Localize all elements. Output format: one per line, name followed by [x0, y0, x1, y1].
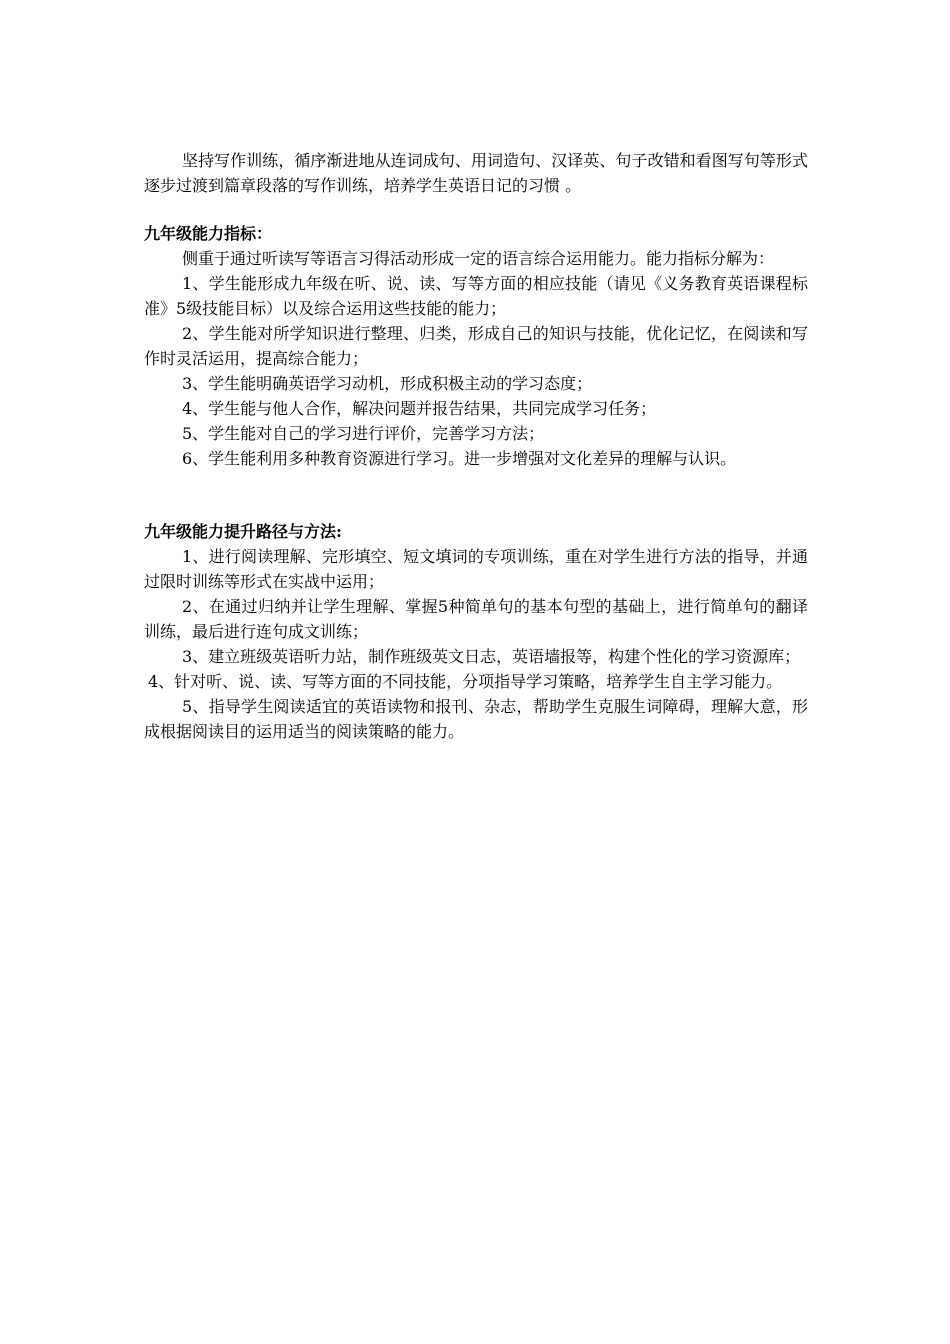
- indicators-lead-paragraph: 侧重于通过听读写等语言习得活动形成一定的语言综合运用能力。能力指标分解为：: [182, 249, 775, 268]
- method-item: 1、进行阅读理解、完形填空、短文填词的专项训练，重在对学生进行方法的指导，并通过限时训练等形式在实战中运用；: [144, 547, 808, 591]
- document-body: [144, 148, 808, 744]
- indicator-item: 5、学生能对自己的学习进行评价，完善学习方法；: [182, 424, 545, 443]
- indicator-item: 1、学生能形成九年级在听、说、读、写等方面的相应技能（请见《义务教育英语课程标准》5级技能目标）以及综合运用这些技能的能力；: [144, 274, 808, 318]
- spacer: [144, 198, 808, 221]
- spacer: [144, 471, 808, 519]
- method-item: 3、建立班级英语听力站，制作班级英文日志，英语墙报等，构建个性化的学习资源库；: [182, 647, 801, 666]
- indicator-item: 2、学生能对所学知识进行整理、归类，形成自己的知识与技能，优化记忆，在阅读和写作时灵活运用，提高综合能力；: [144, 324, 808, 368]
- section-heading-indicators: 九年级能力指标：: [144, 224, 273, 243]
- method-item: 2、在通过归纳并让学生理解、掌握5种简单句的基本句型的基础上，进行简单句的翻译训练，最后进行连句成文训练；: [144, 597, 808, 641]
- indicator-item: 4、学生能与他人合作，解决问题并报告结果，共同完成学习任务；: [182, 399, 657, 418]
- indicator-item: 6、学生能利用多种教育资源进行学习。进一步增强对文化差异的理解与认识。: [182, 449, 737, 468]
- intro-paragraph: 坚持写作训练，循序渐进地从连词成句、用词造句、汉译英、句子改错和看图写句等形式逐步过渡到篇章段落的写作训练，培养学生英语日记的习惯 。: [144, 151, 808, 195]
- section-heading-methods: 九年级能力提升路径与方法:: [144, 522, 342, 541]
- method-item: 4、针对听、说、读、写等方面的不同技能，分项指导学习策略，培养学生自主学习能力。: [148, 672, 783, 691]
- method-item: 5、指导学生阅读适宜的英语读物和报刊、杂志，帮助学生克服生词障碍，理解大意，形成根据阅读目的运用适当的阅读策略的能力。: [144, 697, 808, 741]
- indicator-item: 3、学生能明确英语学习动机，形成积极主动的学习态度；: [182, 374, 593, 393]
